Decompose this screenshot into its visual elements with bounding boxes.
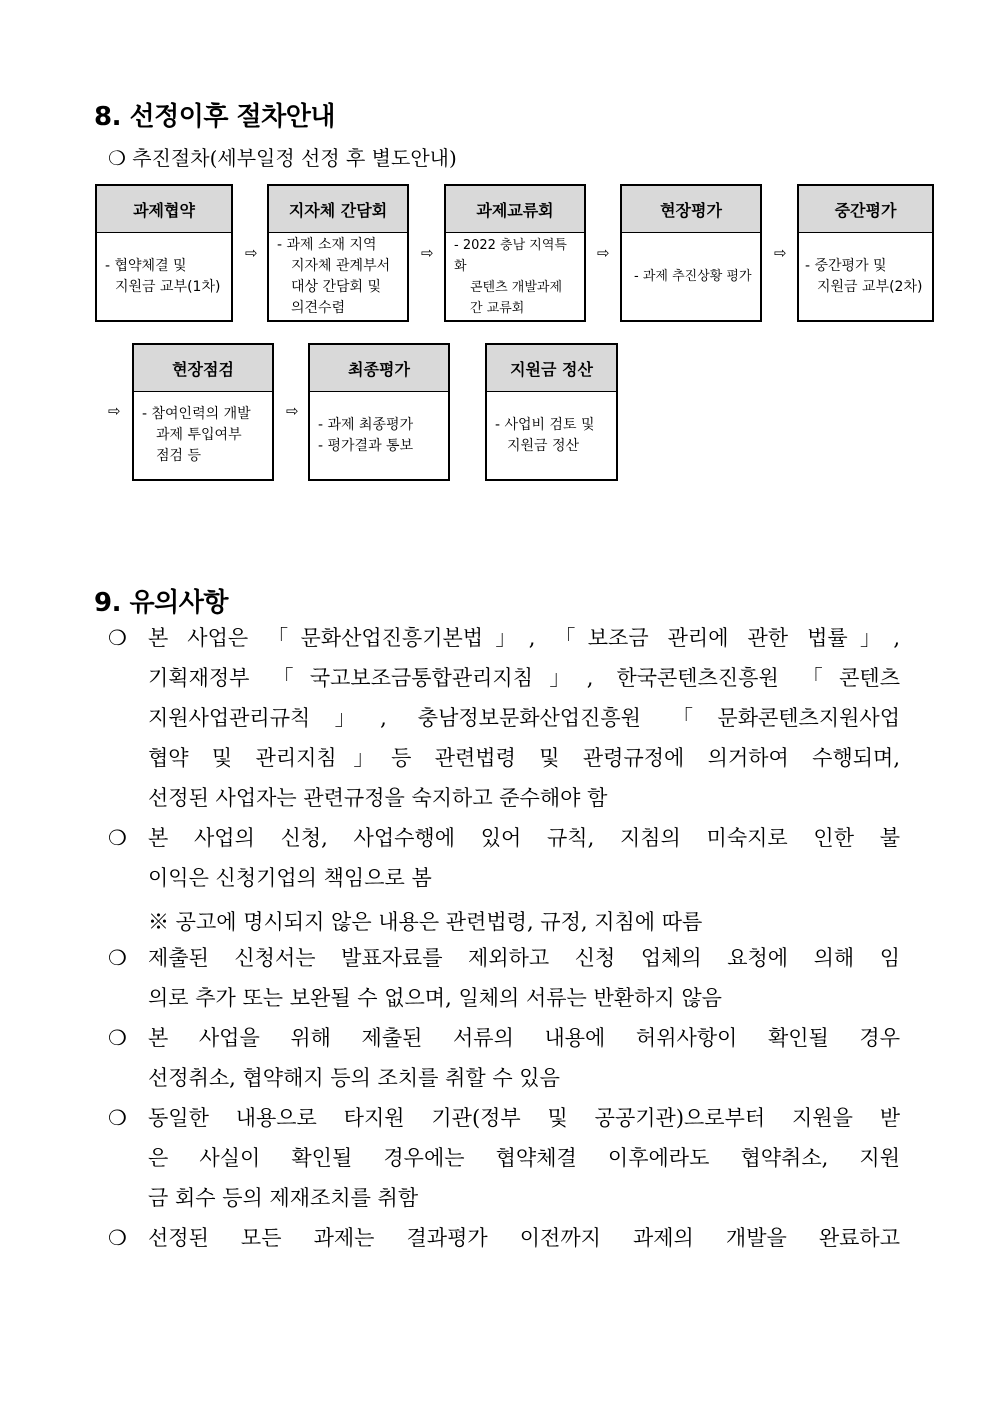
step-line: 콘텐츠 개발과제 <box>470 279 563 295</box>
step-line: - 사업비 검토 및 <box>495 416 595 433</box>
step-box <box>620 184 762 322</box>
notice-line: 협약 및 관리지침」등 관련법령 및 관령규정에 의거하여 수행되며, <box>148 746 900 770</box>
note-text: ※ 공고에 명시되지 않은 내용은 관련법령, 규정, 지침에 따름 <box>148 910 703 934</box>
notice-line: 제출된 신청서는 발표자료를 제외하고 신청 업체의 요청에 의해 임 <box>148 946 900 970</box>
notice-line: 이익은 신청기업의 책임으로 봄 <box>148 866 432 890</box>
arrow-icon: ⇨ <box>597 244 610 262</box>
step-line: - 평가결과 통보 <box>318 437 414 454</box>
notice-item <box>108 1218 900 1258</box>
notice-item <box>108 1018 900 1098</box>
step-title: 현장점검 <box>134 345 272 392</box>
step-title: 현장평가 <box>622 186 760 233</box>
step-line: 의견수렴 <box>291 299 346 316</box>
step-line: - 2022 충남 지역특화 <box>454 237 567 274</box>
step-title: 과제교류회 <box>446 186 584 233</box>
notice-item <box>108 938 900 1018</box>
notice-item <box>108 618 900 818</box>
step-box <box>308 343 450 481</box>
notice-line: 선정된 사업자는 관련규정을 숙지하고 준수해야 함 <box>148 786 608 810</box>
step-line: - 과제 추진상황 평가 <box>634 269 752 284</box>
step-line: - 과제 최종평가 <box>318 416 414 433</box>
process-subtitle: ❍ 추진절차(세부일정 선정 후 별도안내) <box>108 146 457 170</box>
step-title: 지자체 간담회 <box>269 186 407 233</box>
section-9-heading: 9. 유의사항 <box>94 588 228 618</box>
step-line: - 참여인력의 개발 <box>142 406 251 422</box>
notice-line: 금 회수 등의 제재조치를 취함 <box>148 1186 419 1210</box>
notice-line: 동일한 내용으로 타지원 기관(정부 및 공공기관)으로부터 지원을 받 <box>148 1106 900 1130</box>
step-line: 지원금 교부(2차) <box>817 278 923 295</box>
step-box <box>485 343 618 481</box>
step-line: 간 교류회 <box>470 300 525 316</box>
step-box <box>444 184 586 322</box>
bullet-icon: ❍ <box>108 826 127 850</box>
arrow-icon: ⇨ <box>245 244 258 262</box>
bullet-icon: ❍ <box>108 1106 127 1130</box>
bullet-icon: ❍ <box>108 946 127 970</box>
step-line: 지원금 교부(1차) <box>115 278 221 295</box>
step-line: 점검 등 <box>156 448 202 464</box>
notice-line: 은 사실이 확인될 경우에는 협약체결 이후에라도 협약취소, 지원 <box>148 1146 900 1170</box>
step-title: 최종평가 <box>310 345 448 392</box>
arrow-icon: ⇨ <box>286 402 299 420</box>
step-line: - 과제 소재 지역 <box>277 236 377 253</box>
notice-line: 선정된 모든 과제는 결과평가 이전까지 과제의 개발을 완료하고 <box>148 1226 900 1250</box>
step-box <box>267 184 409 322</box>
step-line: 지자체 관계부서 <box>291 257 391 274</box>
step-box <box>95 184 233 322</box>
arrow-icon: ⇨ <box>108 402 121 420</box>
section-8-heading: 8. 선정이후 절차안내 <box>94 102 335 132</box>
notice-line: 본 사업은 「문화산업진흥기본법」, 「보조금 관리에 관한 법률」, <box>148 626 900 650</box>
bullet-icon: ❍ <box>108 1026 127 1050</box>
notice-line: 기획재정부 「국고보조금통합관리지침」, 한국콘텐츠진흥원 「콘텐츠 <box>148 666 900 690</box>
notice-line: 선정취소, 협약해지 등의 조치를 취할 수 있음 <box>148 1066 560 1090</box>
step-line: - 중간평가 및 <box>805 257 887 274</box>
step-title: 과제협약 <box>97 186 231 233</box>
step-line: - 협약체결 및 <box>105 257 187 274</box>
notice-item <box>108 818 900 898</box>
bullet-icon: ❍ <box>108 626 127 650</box>
step-title: 지원금 정산 <box>487 345 616 392</box>
step-box <box>797 184 934 322</box>
step-line: 지원금 정산 <box>507 437 580 454</box>
step-line: 대상 간담회 및 <box>291 278 382 295</box>
arrow-icon: ⇨ <box>421 244 434 262</box>
step-box <box>132 343 274 481</box>
notice-item <box>108 1098 900 1218</box>
step-line: 과제 투입여부 <box>156 427 242 443</box>
notice-line: 본 사업을 위해 제출된 서류의 내용에 허위사항이 확인될 경우 <box>148 1026 900 1050</box>
notice-line: 지원사업관리규칙」, 충남정보문화산업진흥원 「문화콘텐츠지원사업 <box>148 706 900 730</box>
arrow-icon: ⇨ <box>774 244 787 262</box>
bullet-icon: ❍ <box>108 1226 127 1250</box>
notice-line: 의로 추가 또는 보완될 수 없으며, 일체의 서류는 반환하지 않음 <box>148 986 722 1010</box>
step-title: 중간평가 <box>799 186 932 233</box>
notice-line: 본 사업의 신청, 사업수행에 있어 규칙, 지침의 미숙지로 인한 불 <box>148 826 900 850</box>
